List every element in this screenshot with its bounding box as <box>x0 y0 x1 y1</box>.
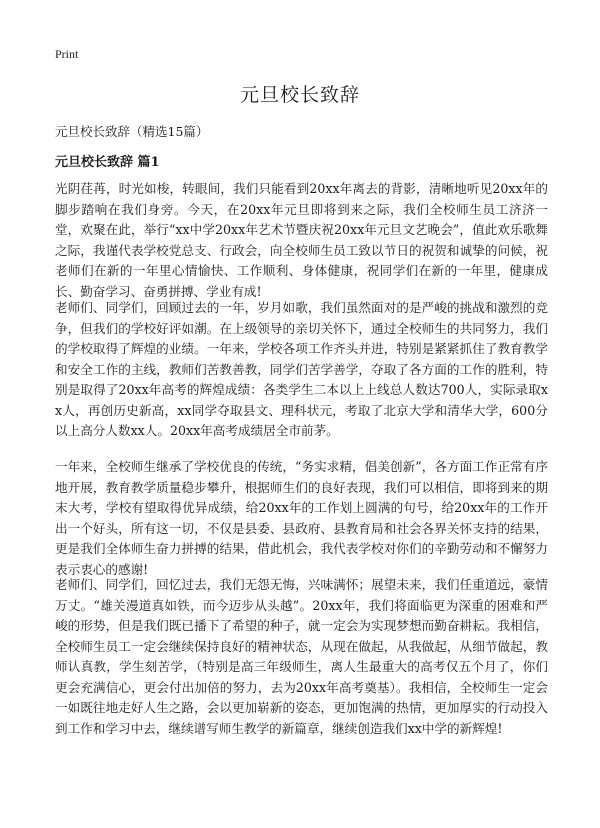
paragraph: 老师们、同学们，回顾过去的一年，岁月如歌，我们虽然面对的是严峻的挑战和激烈的竞争，但我们的学校好评如潮。在上级领导的亲切关怀下，通过全校师生的共同努力，我们的学校取得了辉煌的业绩。一年来，学校各项工作齐头并进，特别是紧紧抓住了教育教学和安全工作的主线，教师们苦教善教，同学们苦学善学，夺取了各方面的工作的胜利，特别是取得了20xx年高考的辉煌成绩：各类学生二本以上上线总人数达700人，实际录取xx人，再创历史新高，xx同学夺取县文、理科状元，考取了北京大学和清华大学，600分以上高分人数xx人。20xx年高考成绩居全市前茅。 <box>55 300 548 438</box>
paragraph: 老师们、同学们，回忆过去，我们无怨无悔，兴味满怀；展望未来，我们任重道远，豪情万丈。“雄关漫道真如铁，而今迈步从头越”。20xx年，我们将面临更为深重的困难和严峻的形势，但是我们既已播下了希望的种子，就一定会为实现梦想而勤奋耕耘。我相信，全校师生员工一定会继续保持良好的精神状态，从现在做起，从我做起，从细节做起，教师认真教，学生刻苦学，（特别是高三年级师生，离人生最重大的高考仅五个月了，你们更会充满信心，更会付出加倍的努力，去为20xx年高考奠基）。我相信，全校师生一定会一如既往地走好人生之路，会以更加崭新的姿态，更加饱满的热情，更加厚实的行动投入到工作和学习中去，继续谱写师生教学的新篇章，继续创造我们xx中学的新辉煌! <box>55 577 548 736</box>
paragraph: 光阴荏苒，时光如梭，转眼间，我们只能看到20xx年离去的背影，清晰地听见20xx年的脚步踏响在我们身旁。今天，在20xx年元旦即将到来之际，我们全校师生员工济济一堂，欢聚在此，举行“xx中学20xx年艺术节暨庆祝20xx年元旦文艺晚会”，值此欢乐歌舞之际，我谨代表学校党总支、行政会，向全校师生员工致以节日的祝贺和诚挚的问候，祝老师们在新的一年里心情愉快、工作顺利、身体健康，祝同学们在新的一年里，健康成长、勤奋学习、奋勇拼搏、学业有成! <box>55 181 548 299</box>
paragraph: 一年来，全校师生继承了学校优良的传统，“务实求精，倡美创新”，各方面工作正常有序地开展，教育教学质量稳步攀升，根据师生们的良好表现，我们可以相信，即将到来的期末大考，学校有望取得优异成绩，给20xx年的工作划上圆满的句号，给20xx年的工作开出一个好头，所有这一切，不仅是县委、县政府、县教育局和社会各界关怀支持的结果，更是我们全体师生奋力拼搏的结果，借此机会，我代表学校对你们的辛勤劳动和不懈努力表示衷心的感谢! <box>55 459 548 577</box>
print-link[interactable]: Print <box>55 47 79 61</box>
section-heading: 元旦校长致辞 篇1 <box>55 155 160 170</box>
document-title: 元旦校长致辞 <box>239 84 360 106</box>
document-subtitle: 元旦校长致辞（精选15篇） <box>55 124 209 139</box>
